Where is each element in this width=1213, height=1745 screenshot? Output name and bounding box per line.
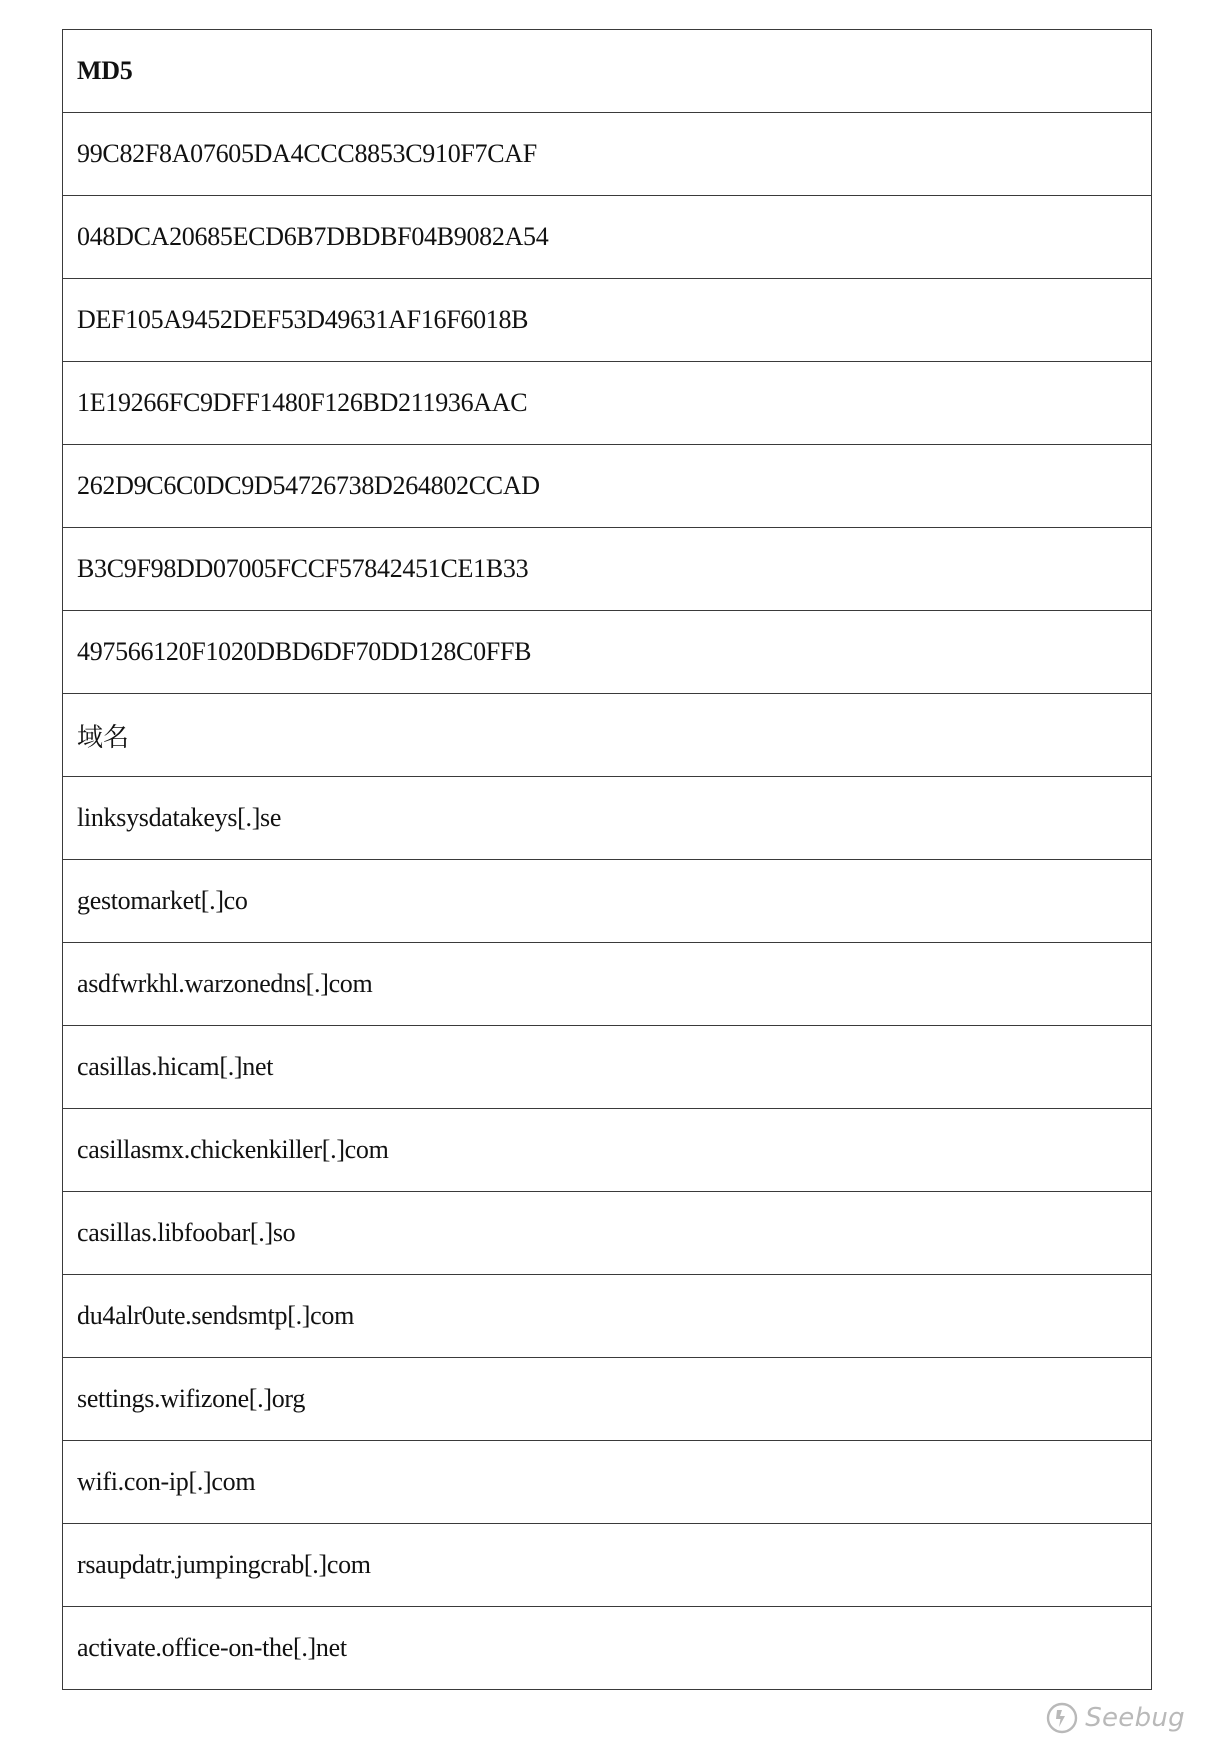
domain-cell: gestomarket[.]co xyxy=(63,860,1152,943)
domain-row xyxy=(63,1524,1152,1607)
domain-row xyxy=(63,1441,1152,1524)
md5-cell: 1E19266FC9DFF1480F126BD211936AAC xyxy=(63,362,1152,445)
domain-row xyxy=(63,1607,1152,1690)
md5-cell: 262D9C6C0DC9D54726738D264802CCAD xyxy=(63,445,1152,528)
md5-cell: 99C82F8A07605DA4CCC8853C910F7CAF xyxy=(63,113,1152,196)
domain-cell: du4alr0ute.sendsmtp[.]com xyxy=(63,1275,1152,1358)
seebug-watermark xyxy=(1045,1701,1185,1735)
domain-cell: activate.office-on-the[.]net xyxy=(63,1607,1152,1690)
ioc-table xyxy=(62,29,1152,1690)
seebug-watermark-text: Seebug xyxy=(1085,1703,1185,1733)
md5-row xyxy=(63,362,1152,445)
seebug-logo-icon xyxy=(1045,1701,1079,1735)
domain-cell: settings.wifizone[.]org xyxy=(63,1358,1152,1441)
domain-header-row xyxy=(63,694,1152,777)
domain-cell: asdfwrkhl.warzonedns[.]com xyxy=(63,943,1152,1026)
domain-cell: casillas.hicam[.]net xyxy=(63,1026,1152,1109)
domain-row xyxy=(63,1275,1152,1358)
domain-row xyxy=(63,777,1152,860)
md5-row xyxy=(63,113,1152,196)
domain-row xyxy=(63,1358,1152,1441)
domain-row xyxy=(63,943,1152,1026)
md5-header-row xyxy=(63,30,1152,113)
ioc-table-body xyxy=(63,30,1152,1690)
md5-row xyxy=(63,528,1152,611)
md5-row xyxy=(63,196,1152,279)
domain-cell: wifi.con-ip[.]com xyxy=(63,1441,1152,1524)
domain-row xyxy=(63,1026,1152,1109)
domain-cell: rsaupdatr.jumpingcrab[.]com xyxy=(63,1524,1152,1607)
md5-cell: 497566120F1020DBD6DF70DD128C0FFB xyxy=(63,611,1152,694)
domain-cell: casillasmx.chickenkiller[.]com xyxy=(63,1109,1152,1192)
md5-cell: B3C9F98DD07005FCCF57842451CE1B33 xyxy=(63,528,1152,611)
md5-cell: DEF105A9452DEF53D49631AF16F6018B xyxy=(63,279,1152,362)
domain-row xyxy=(63,1192,1152,1275)
domain-row xyxy=(63,1109,1152,1192)
md5-header-cell: MD5 xyxy=(63,30,1152,113)
md5-cell: 048DCA20685ECD6B7DBDBF04B9082A54 xyxy=(63,196,1152,279)
domain-header-cell: 域名 xyxy=(63,694,1152,777)
md5-row xyxy=(63,611,1152,694)
md5-row xyxy=(63,279,1152,362)
domain-cell: casillas.libfoobar[.]so xyxy=(63,1192,1152,1275)
domain-cell: linksysdatakeys[.]se xyxy=(63,777,1152,860)
md5-row xyxy=(63,445,1152,528)
domain-row xyxy=(63,860,1152,943)
